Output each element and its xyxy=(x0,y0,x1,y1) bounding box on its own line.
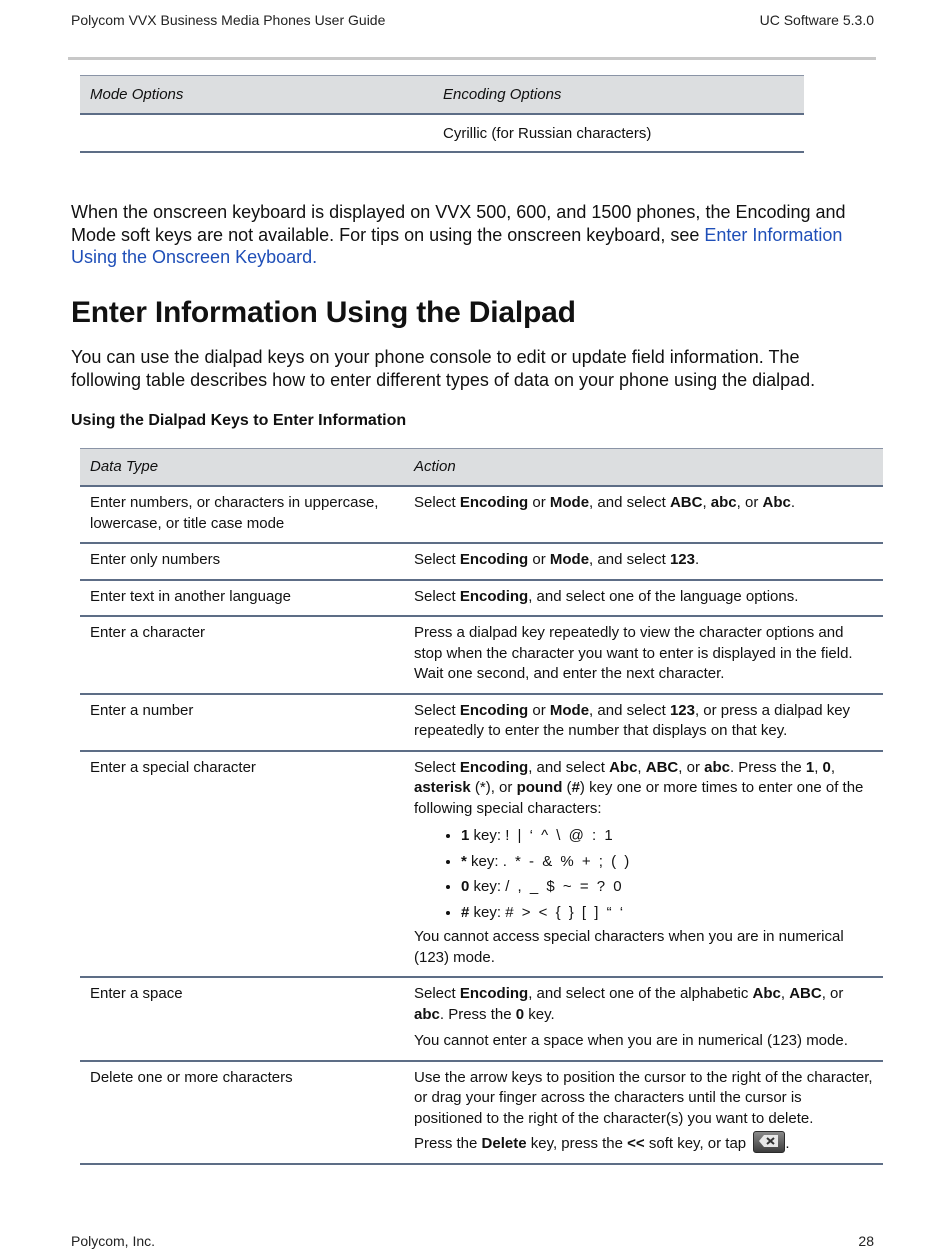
running-header-title: Polycom VVX Business Media Phones User Guide xyxy=(71,12,386,28)
encoding-options-table xyxy=(80,75,804,153)
action-cell: Select Encoding or Mode, and select 123. xyxy=(404,543,883,580)
running-header-version: UC Software 5.3.0 xyxy=(759,12,874,28)
page-number: 28 xyxy=(858,1233,874,1249)
table-row xyxy=(80,616,883,694)
action-cell xyxy=(404,977,883,1061)
onscreen-keyboard-link[interactable]: Enter Information Using the Onscreen Keyboard xyxy=(71,224,843,267)
delete-instruction: Use the arrow keys to position the cursor to the right of the character, or drag your finger across the characters until the cursor is positioned to the right of the character(s) you want to delete. xyxy=(414,1068,873,1127)
column-header: Data Type xyxy=(80,449,404,487)
header-divider xyxy=(68,57,876,60)
table-row xyxy=(80,1061,883,1164)
space-note: You cannot enter a space when you are in numerical (123) mode. xyxy=(414,1032,848,1049)
column-header: Encoding Options xyxy=(433,76,804,115)
table-row xyxy=(80,114,804,152)
table-row xyxy=(80,977,883,1061)
action-cell xyxy=(404,751,883,978)
backspace-icon xyxy=(753,1131,785,1153)
data-type-cell: Enter text in another language xyxy=(80,580,404,617)
special-characters-list xyxy=(414,823,873,925)
table-row xyxy=(80,751,883,978)
table-cell xyxy=(80,114,433,152)
table-caption: Using the Dialpad Keys to Enter Information xyxy=(71,412,407,429)
intro-paragraph: You can use the dialpad keys on your phone console to edit or update field information. The following table describes how to enter different types of data on your phone using the dialpad. xyxy=(71,347,816,390)
list-item: • 1 key: ! | ‘ ^ \ @ : 1 xyxy=(461,823,873,849)
action-cell xyxy=(404,1061,883,1164)
list-item: • * key: . * - & % + ; ( ) xyxy=(461,849,873,875)
data-type-cell: Enter a space xyxy=(80,977,404,1061)
list-item: • # key: # > < { } [ ] “ ‘ xyxy=(461,900,873,926)
action-cell: Select Encoding or Mode, and select 123, or press a dialpad key repeatedly to enter the number that displays on that key. xyxy=(404,694,883,751)
table-header-row xyxy=(80,449,883,487)
footer-company: Polycom, Inc. xyxy=(71,1233,156,1249)
table-header-row xyxy=(80,76,804,115)
data-type-cell: Enter a special character xyxy=(80,751,404,978)
data-type-cell: Delete one or more characters xyxy=(80,1061,404,1164)
table-cell: Cyrillic (for Russian characters) xyxy=(433,114,804,152)
space-instruction: Select Encoding, and select one of the alphabetic Abc, ABC, or abc. Press the 0 key. xyxy=(414,985,844,1023)
list-item: • 0 key: / , _ $ ~ = ? 0 xyxy=(461,874,873,900)
onscreen-keyboard-note: When the onscreen keyboard is displayed on VVX 500, 600, and 1500 phones, the Encoding and Mode soft keys are not available. For tips on using the onscreen keyboard, see Enter Information Using the Onscreen Keyboard. xyxy=(71,202,846,267)
column-header: Mode Options xyxy=(80,76,433,115)
table-row xyxy=(80,580,883,617)
data-type-cell: Enter a character xyxy=(80,616,404,694)
table-row xyxy=(80,486,883,543)
special-note: You cannot access special characters when you are in numerical (123) mode. xyxy=(414,928,844,966)
action-cell: Press a dialpad key repeatedly to view the character options and stop when the character you want to enter is displayed in the field. Wait one second, and enter the next character. xyxy=(404,616,883,694)
data-type-cell: Enter numbers, or characters in uppercase, lowercase, or title case mode xyxy=(80,486,404,543)
action-cell: Select Encoding or Mode, and select ABC, abc, or Abc. xyxy=(404,486,883,543)
dialpad-keys-table xyxy=(80,448,883,1165)
section-heading: Enter Information Using the Dialpad xyxy=(71,296,576,329)
special-intro: Select Encoding, and select Abc, ABC, or abc. Press the 1, 0, asterisk (*), or pound (#) key one or more times to enter one of the following special characters: xyxy=(414,758,864,817)
data-type-cell: Enter only numbers xyxy=(80,543,404,580)
action-cell: Select Encoding, and select one of the language options. xyxy=(404,580,883,617)
delete-keys: Press the Delete key, press the << soft key, or tap . xyxy=(414,1131,873,1155)
table-row xyxy=(80,543,883,580)
table-row xyxy=(80,694,883,751)
column-header: Action xyxy=(404,449,883,487)
data-type-cell: Enter a number xyxy=(80,694,404,751)
